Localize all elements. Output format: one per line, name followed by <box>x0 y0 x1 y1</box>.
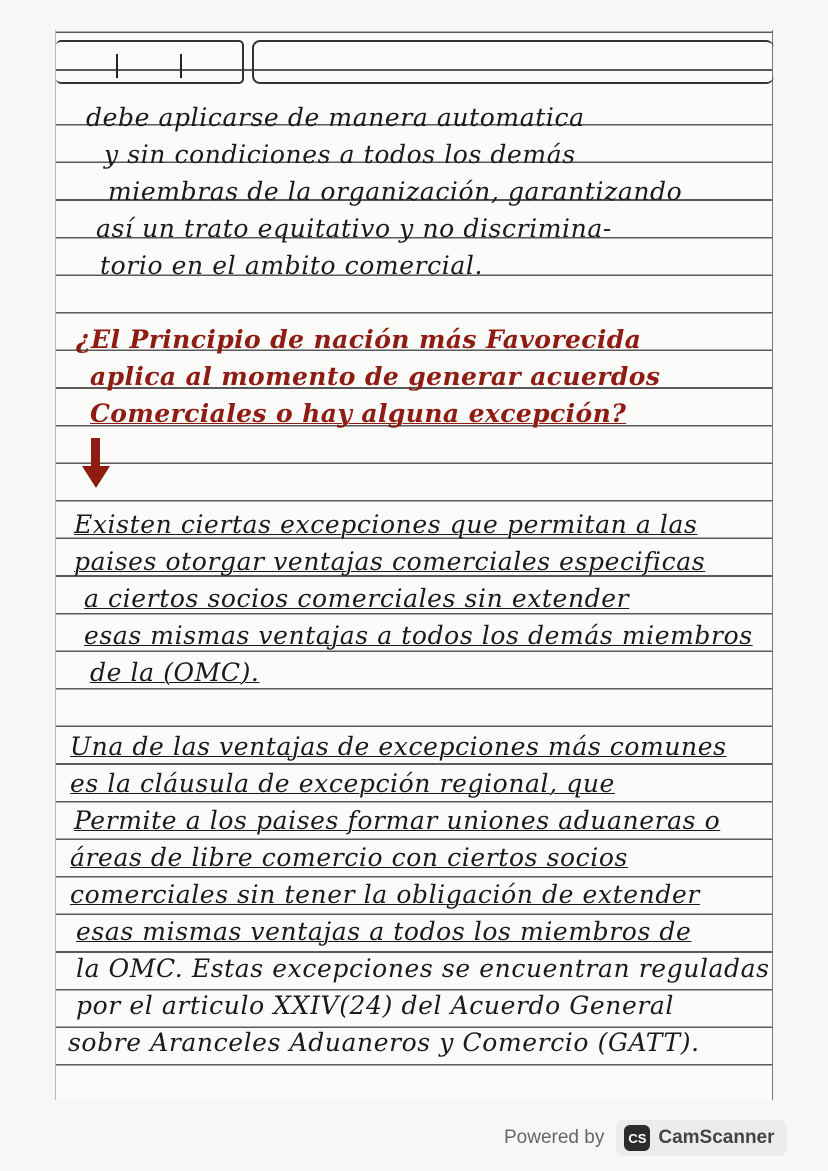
text-line: sobre Aranceles Aduaneros y Comercio (GATT). <box>68 1028 700 1057</box>
text-line: miembras de la organización, garantizando <box>108 177 683 206</box>
down-arrow-icon <box>82 438 110 488</box>
text-line: paises otorgar ventajas comerciales especificas <box>74 547 706 576</box>
text-line: a ciertos socios comerciales sin extender <box>84 584 630 613</box>
text-line: así un trato equitativo y no discrimina- <box>96 214 612 243</box>
camscanner-logo-icon: CS <box>624 1125 650 1151</box>
powered-by-label: Powered by <box>504 1127 605 1148</box>
text-line: debe aplicarse de manera automatica <box>86 103 585 132</box>
text-line: comerciales sin tener la obligación de extender <box>70 880 700 909</box>
text-line: la OMC. Estas excepciones se encuentran reguladas <box>76 954 770 983</box>
text-line: y sin condiciones a todos los demás <box>104 140 576 169</box>
scanner-watermark <box>504 1118 787 1158</box>
date-box <box>56 40 244 84</box>
text-line: esas mismas ventajas a todos los demás miembros <box>84 621 753 650</box>
text-line: por el articulo XXIV(24) del Acuerdo General <box>76 991 675 1020</box>
question-line: Comerciales o hay alguna excepción? <box>90 399 627 428</box>
camscanner-name: CamScanner <box>658 1127 775 1148</box>
text-line: torio en el ambito comercial. <box>100 251 484 280</box>
text-line: esas mismas ventajas a todos los miembros de <box>76 917 692 946</box>
text-line: áreas de libre comercio con ciertos socios <box>70 843 628 872</box>
camscanner-badge <box>616 1120 786 1156</box>
text-line: Existen ciertas excepciones que permitan a las <box>74 510 698 539</box>
date-tick <box>116 54 118 78</box>
question-line: aplica al momento de generar acuerdos <box>90 362 661 391</box>
text-line: de la (OMC). <box>90 658 260 687</box>
text-line: Una de las ventajas de excepciones más comunes <box>70 732 727 761</box>
question-line: ¿El Principio de nación más Favorecida <box>76 325 642 354</box>
text-line: Permite a los paises formar uniones aduaneras o <box>74 806 721 835</box>
date-tick <box>180 54 182 78</box>
notebook-page <box>55 30 773 1100</box>
text-line: es la cláusula de excepción regional, que <box>70 769 615 798</box>
page-header <box>56 40 772 86</box>
title-box <box>252 40 774 84</box>
